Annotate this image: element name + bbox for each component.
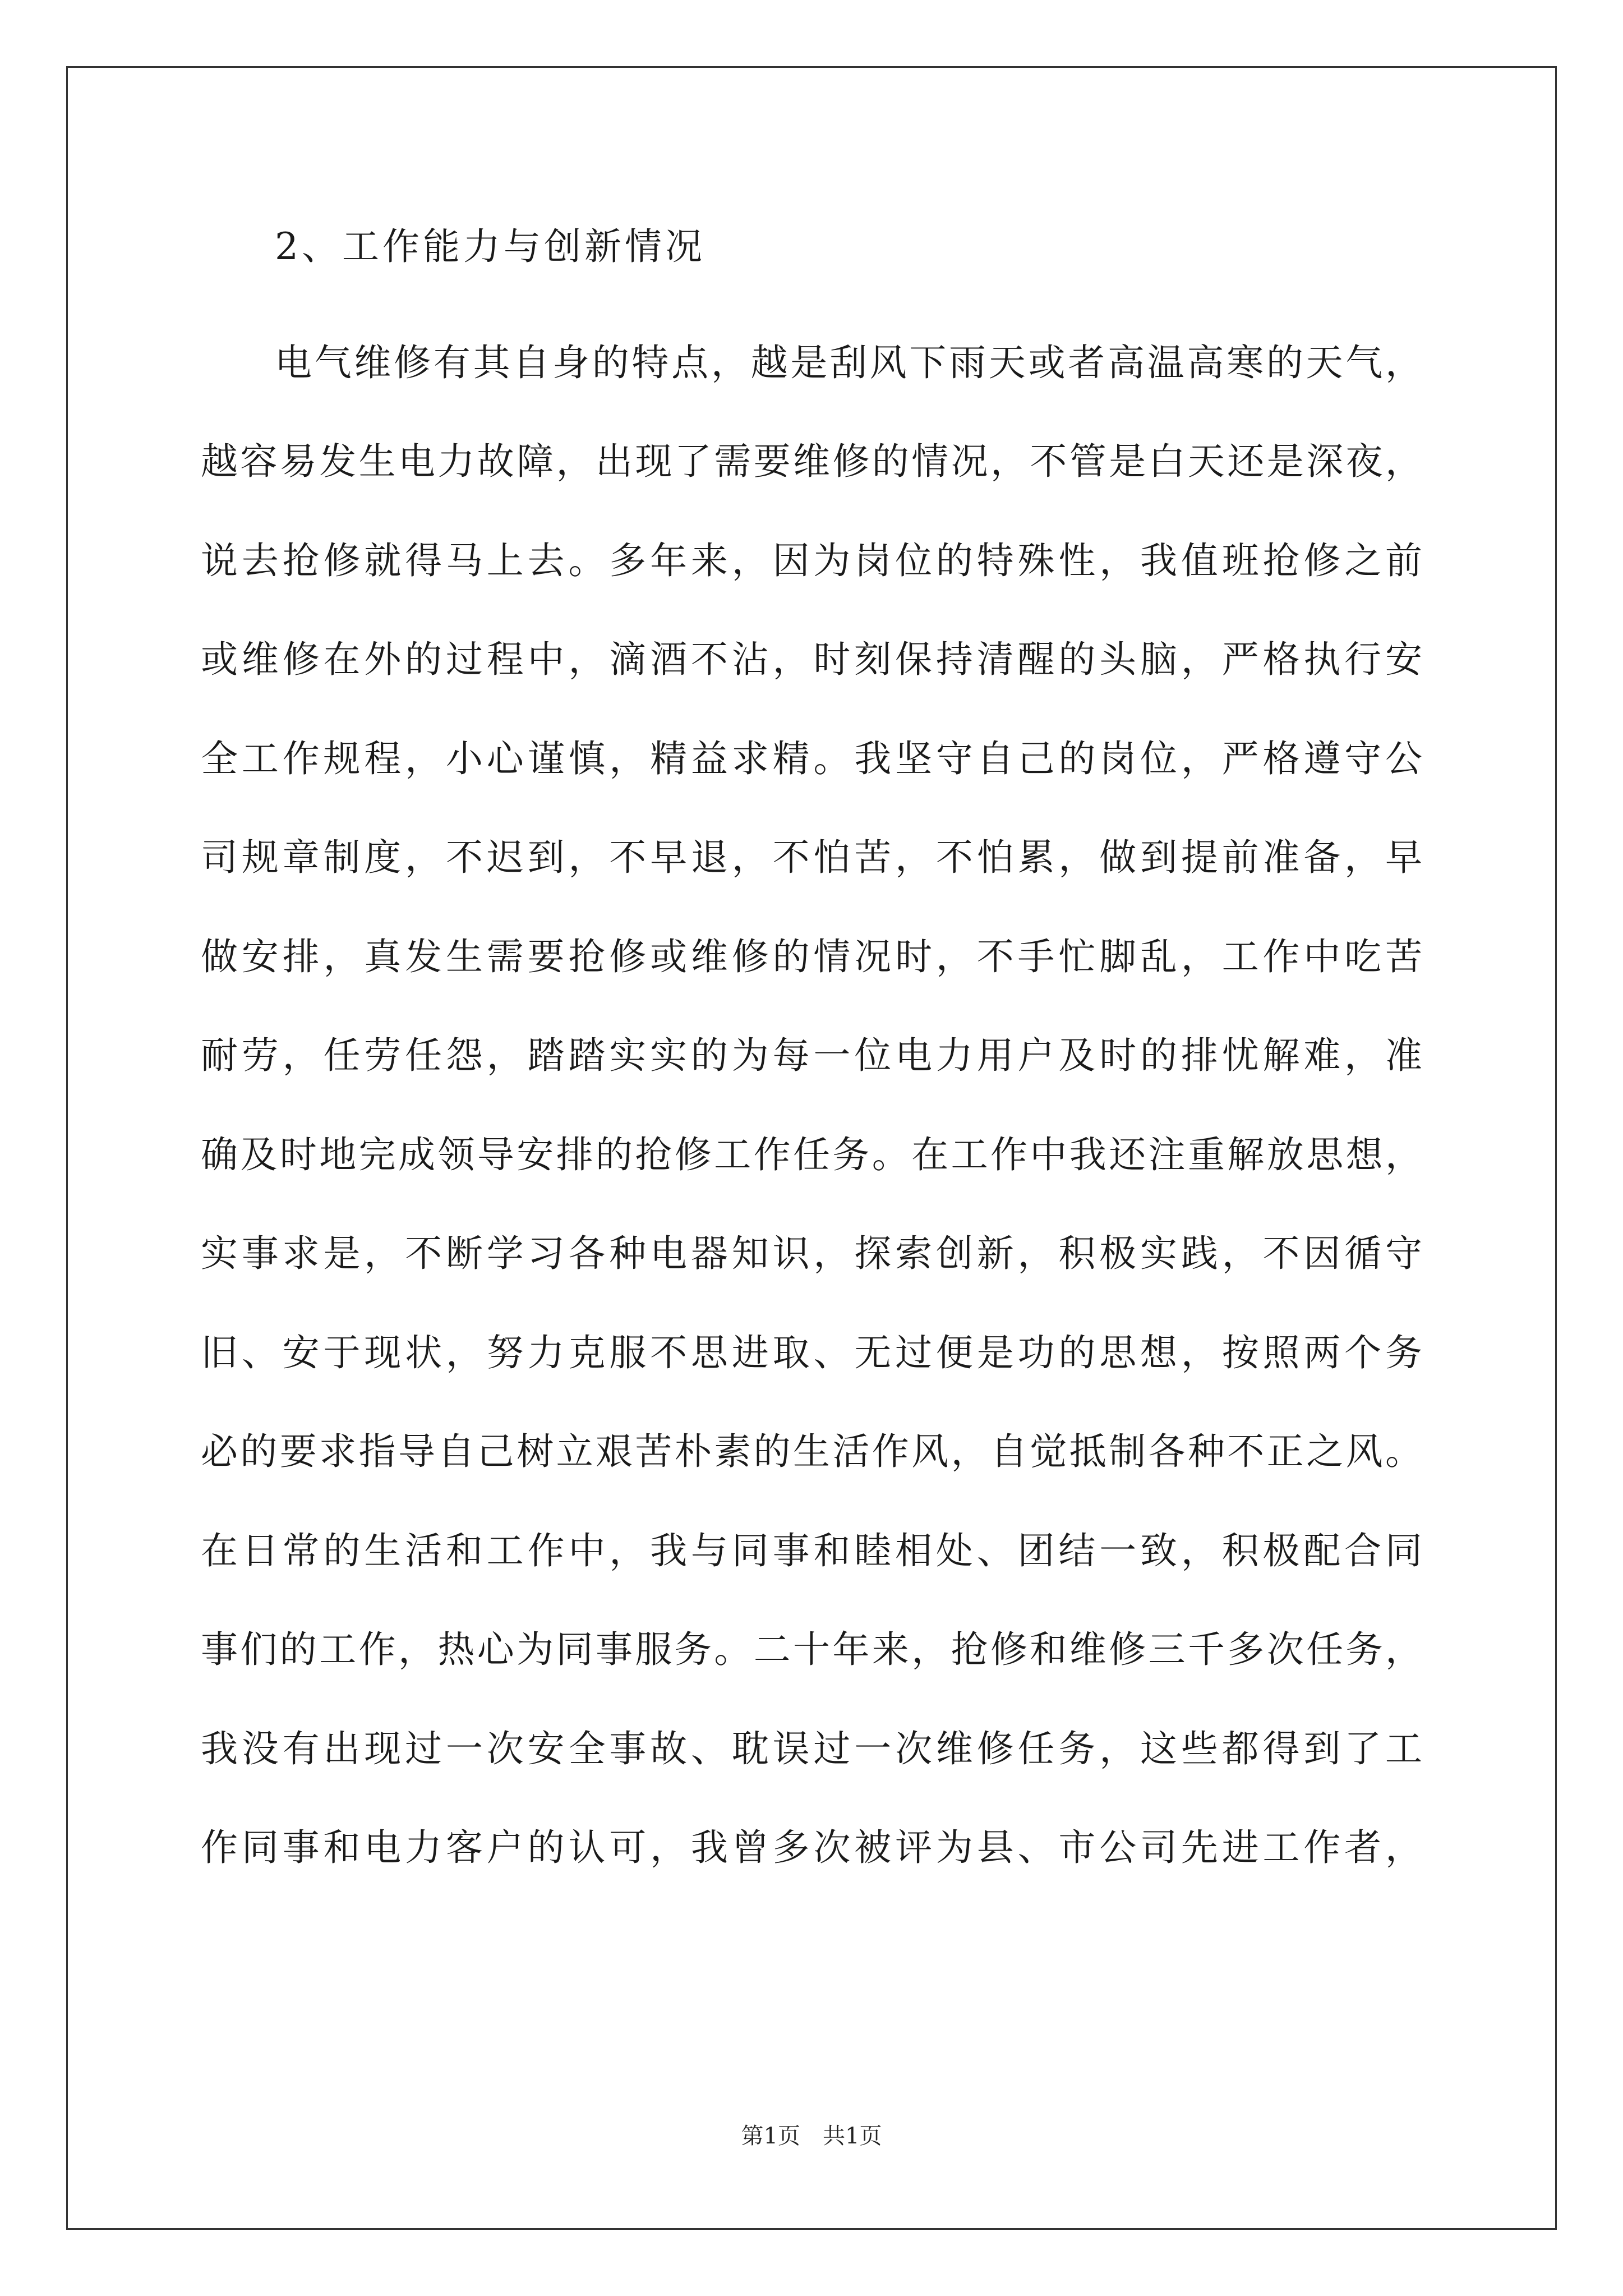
text-line: 电气维修有其自身的特点，越是刮风下雨天或者高温高寒的天气，: [275, 341, 1422, 384]
text-line: 做安排，真发生需要抢修或维修的情况时，不手忙脚乱，工作中吃苦: [201, 935, 1422, 978]
text-line: 实事求是，不断学习各种电器知识，探索创新，积极实践，不因循守: [201, 1232, 1422, 1275]
text-line: 事们的工作，热心为同事服务。二十年来，抢修和维修三千多次任务，: [201, 1628, 1422, 1671]
text-line: 作同事和电力客户的认可，我曾多次被评为县、市公司先进工作者，: [201, 1826, 1422, 1869]
text-line: 或维修在外的过程中，滴酒不沾，时刻保持清醒的头脑，严格执行安: [201, 638, 1422, 681]
text-line: 全工作规程，小心谨慎，精益求精。我坚守自己的岗位，严格遵守公: [201, 737, 1422, 780]
text-line: 在日常的生活和工作中，我与同事和睦相处、团结一致，积极配合同: [201, 1529, 1422, 1572]
section-heading: 2、工作能力与创新情况: [275, 225, 706, 268]
text-line: 我没有出现过一次安全事故、耽误过一次维修任务，这些都得到了工: [201, 1727, 1422, 1770]
text-line: 旧、安于现状，努力克服不思进取、无过便是功的思想，按照两个务: [201, 1331, 1422, 1374]
text-line: 必的要求指导自己树立艰苦朴素的生活作风，自觉抵制各种不正之风。: [201, 1430, 1422, 1473]
text-line: 说去抢修就得马上去。多年来，因为岗位的特殊性，我值班抢修之前: [201, 539, 1422, 582]
page-number-footer: 第1页 共1页: [741, 2123, 882, 2149]
text-line: 耐劳，任劳任怨，踏踏实实的为每一位电力用户及时的排忧解难，准: [201, 1034, 1422, 1077]
text-line: 司规章制度，不迟到，不早退，不怕苦，不怕累，做到提前准备，早: [201, 836, 1422, 879]
text-line: 越容易发生电力故障，出现了需要维修的情况，不管是白天还是深夜，: [201, 440, 1422, 483]
text-line: 确及时地完成领导安排的抢修工作任务。在工作中我还注重解放思想，: [201, 1133, 1422, 1176]
